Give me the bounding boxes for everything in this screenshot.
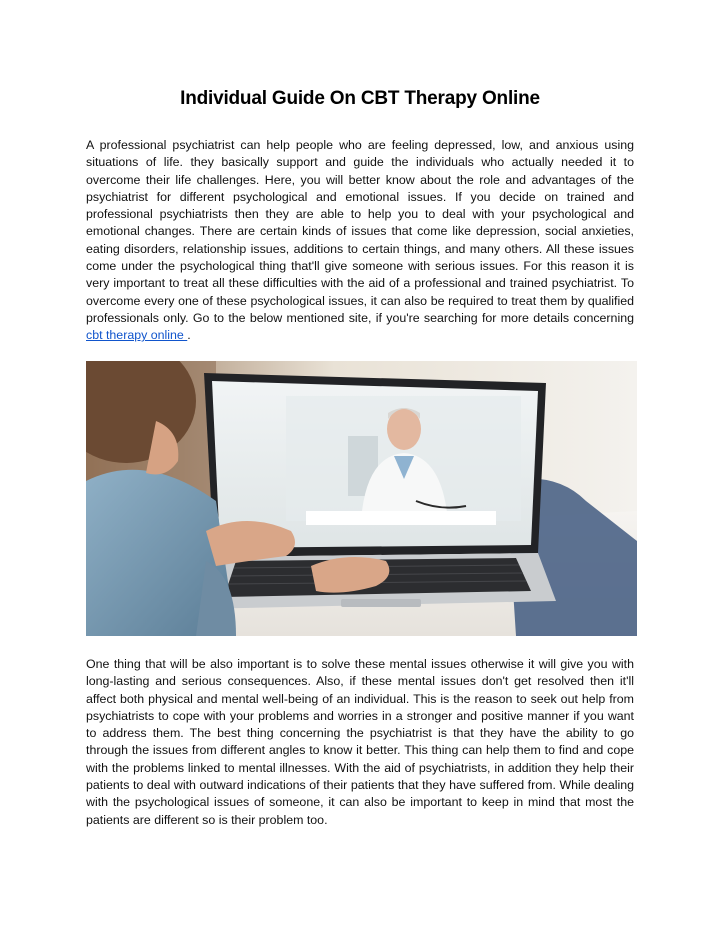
intro-paragraph [86,137,634,345]
cbt-therapy-online-link[interactable]: cbt therapy online [86,328,188,343]
online-therapy-photo [86,361,637,636]
second-paragraph: One thing that will be also important is to solve these mental issues otherwise it will give you with long-lasting and serious consequences. Also, if these mental issues don't get resolved then it'll affect both physical and mental well-being of an individual. This is the reason to seek out help from psychiatrists to cope with your problems and worries in a stronger and positive manner if you want to address them. The best thing concerning the psychiatrist is that they have the ability to go through the issues from different angles to know it better. This thing can help them to find and cope with the problems linked to mental illnesses. With the aid of psychiatrists, in addition they help their patients to deal with outward indications of their patients that they have suffered from. While dealing with the psychological issues of someone, it can also be important to keep in mind that most the patients are different so is their problem too. [86,657,634,827]
document-title: Individual Guide On CBT Therapy Online [180,88,540,109]
intro-paragraph-end: . [187,328,191,343]
intro-paragraph-text: A professional psychiatrist can help people who are feeling depressed, low, and anxious using situations of life. they basically support and guide the individuals who actually needed it to overcome their life challenges. Here, you will better know about the role and advantages of the psychiatrist for different psychological and emotional issues. If you decide on trained and professional psychiatrists then they are able to help you to deal with your psychological and emotional changes. There are certain kinds of issues that come like depression, social anxieties, eating disorders, relationship issues, additions to certain things, and many others. All these issues come under the psychological thing that'll give someone with serious issues. For this reason it is very important to treat all these difficulties with the aid of a professional and trained psychiatrist. To overcome every one of these psychological issues, it can also be required to treat them by qualified professionals only. Go to the below mentioned site, if you're searching for more details concerning [86,138,634,325]
